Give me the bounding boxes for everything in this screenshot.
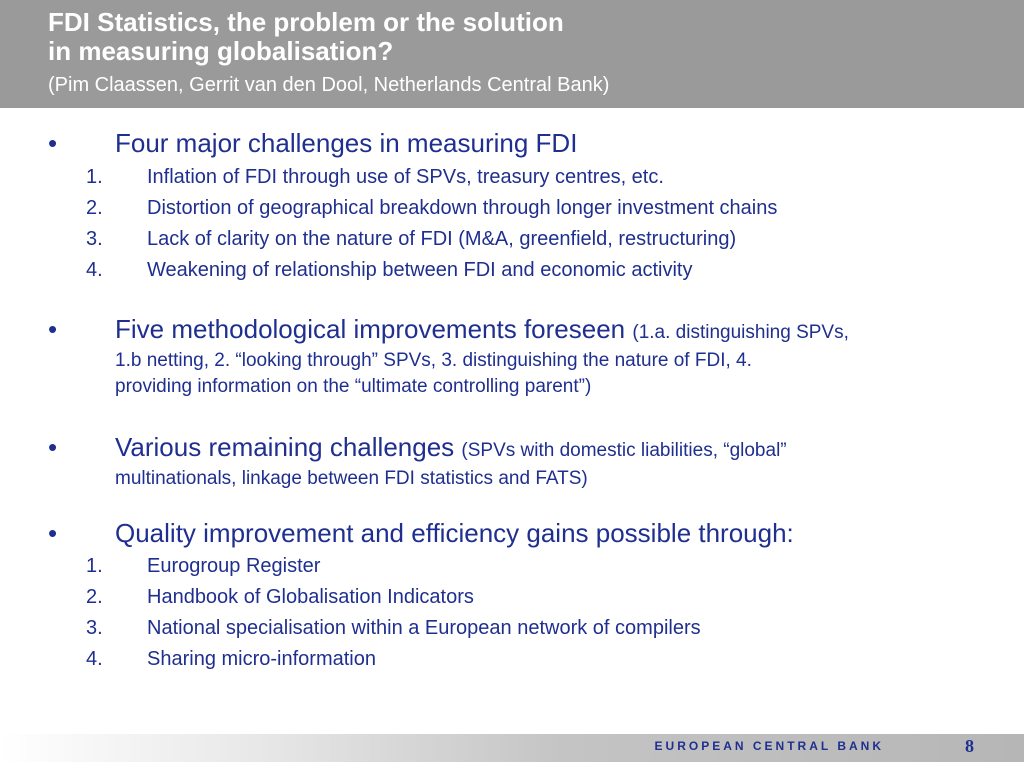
list-text: Sharing micro-information <box>147 648 376 670</box>
list-number: 1. <box>86 166 103 188</box>
list-text: Handbook of Globalisation Indicators <box>147 586 474 608</box>
bullet-heading: Various remaining challenges <box>115 432 455 462</box>
slide-header <box>0 0 1024 108</box>
bullet-detail-continued: 1.b netting, 2. “looking through” SPVs, 3. distinguishing the nature of FDI, 4. <box>115 350 752 371</box>
bullet-heading: Quality improvement and efficiency gains possible through: <box>115 518 794 548</box>
title-line-2: in measuring globalisation? <box>48 36 394 66</box>
list-text: Weakening of relationship between FDI and economic activity <box>147 259 693 281</box>
list-text: National specialisation within a European network of compilers <box>147 617 701 639</box>
list-number: 4. <box>86 259 103 281</box>
page-number: 8 <box>965 736 974 756</box>
bullet-detail-continued: providing information on the “ultimate controlling parent”) <box>115 376 592 397</box>
list-number: 1. <box>86 555 103 577</box>
list-number: 2. <box>86 586 103 608</box>
footer-organisation: EUROPEAN CENTRAL BANK <box>654 739 884 753</box>
bullet-line <box>115 432 1010 466</box>
bullet-line <box>115 314 1010 348</box>
list-number: 2. <box>86 197 103 219</box>
bullet-icon: • <box>48 128 58 158</box>
list-text: Inflation of FDI through use of SPVs, treasury centres, etc. <box>147 166 664 188</box>
bullet-detail-continued: multinationals, linkage between FDI statistics and FATS) <box>115 468 588 489</box>
list-text: Lack of clarity on the nature of FDI (M&A, greenfield, restructuring) <box>147 228 737 250</box>
bullet-detail: (1.a. distinguishing SPVs, <box>632 322 849 343</box>
bullet-heading: Five methodological improvements foreseen <box>115 314 626 344</box>
slide-title <box>48 8 564 66</box>
list-number: 3. <box>86 228 103 250</box>
list-number: 4. <box>86 648 103 670</box>
list-text: Distortion of geographical breakdown through longer investment chains <box>147 197 778 219</box>
title-line-1: FDI Statistics, the problem or the solution <box>48 7 564 37</box>
bullet-icon: • <box>48 518 58 548</box>
list-number: 3. <box>86 617 103 639</box>
list-text: Eurogroup Register <box>147 555 321 577</box>
bullet-icon: • <box>48 432 58 462</box>
bullet-heading: Four major challenges in measuring FDI <box>115 128 578 158</box>
slide-subtitle: (Pim Claassen, Gerrit van den Dool, Netherlands Central Bank) <box>48 74 610 96</box>
bullet-detail: (SPVs with domestic liabilities, “global” <box>461 440 787 461</box>
bullet-icon: • <box>48 314 58 344</box>
